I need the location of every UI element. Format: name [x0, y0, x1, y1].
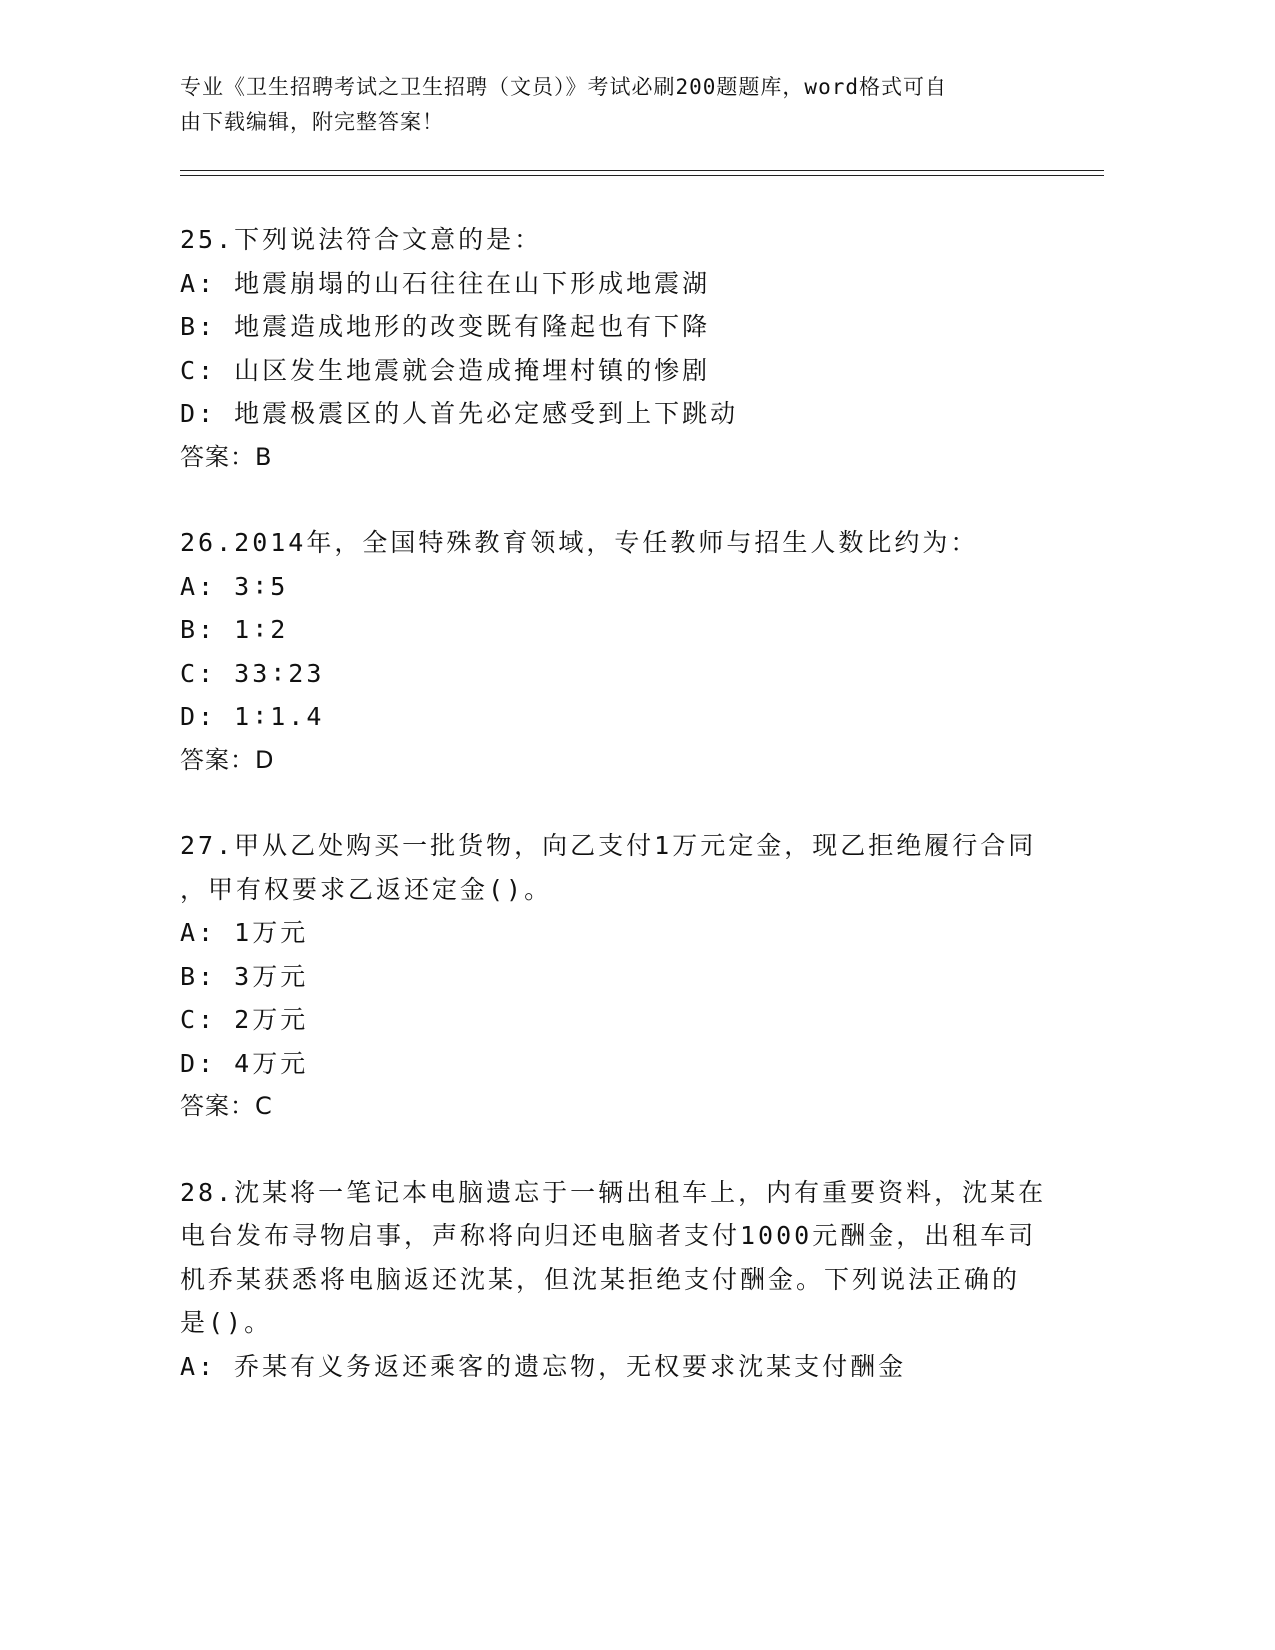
option-d: D: 1∶1.4 — [180, 702, 325, 731]
option-b: B: 3万元 — [180, 961, 309, 991]
answer-line: 答案：C — [180, 1092, 273, 1120]
question-stem-line: 25.下列说法符合文意的是： — [180, 225, 543, 254]
header-line-1: 专业《卫生招聘考试之卫生招聘（文员）》考试必刷200题题库，word格式可自 — [180, 75, 947, 99]
question-26 — [180, 521, 1040, 782]
question-28 — [180, 1171, 1047, 1389]
header-divider-bottom — [180, 175, 1104, 176]
question-stem — [180, 1171, 1047, 1345]
option-d: D: 4万元 — [180, 1048, 309, 1078]
question-stem-line: 电台发布寻物启事，声称将向归还电脑者支付1000元酬金，出租车司 — [180, 1221, 1037, 1250]
option-c: C: 2万元 — [180, 1005, 309, 1034]
question-stem-line: 27.甲从乙处购买一批货物，向乙支付1万元定金，现乙拒绝履行合同 — [180, 831, 1037, 860]
question-stem-line: 26.2014年，全国特殊教育领域，专任教师与招生人数比约为： — [180, 528, 979, 557]
question-stem-line: ，甲有权要求乙返还定金()。 — [180, 874, 553, 904]
option-d: D: 地震极震区的人首先必定感受到上下跳动 — [180, 399, 739, 428]
answer-line: 答案：B — [180, 442, 273, 471]
question-stem-line: 是()。 — [180, 1308, 273, 1337]
question-stem — [180, 521, 1040, 565]
option-a: A: 乔某有义务返还乘客的遗忘物，无权要求沈某支付酬金 — [180, 1351, 907, 1381]
header-divider-top — [180, 170, 1104, 171]
option-a: A: 地震崩塌的山石往往在山下形成地震湖 — [180, 268, 711, 298]
option-a: A: 1万元 — [180, 918, 309, 947]
option-c: C: 33∶23 — [180, 658, 325, 688]
question-list — [180, 218, 1047, 1430]
document-header — [180, 70, 1080, 140]
question-stem — [180, 218, 1040, 262]
question-stem-line: 机乔某获悉将电脑返还沈某，但沈某拒绝支付酬金。下列说法正确的 — [180, 1264, 1021, 1294]
option-b: B: 1∶2 — [180, 615, 289, 644]
question-stem — [180, 824, 1040, 911]
header-line-2: 由下载编辑，附完整答案！ — [180, 110, 444, 134]
question-stem-line: 28.沈某将一笔记本电脑遗忘于一辆出租车上，内有重要资料，沈某在 — [180, 1177, 1047, 1207]
question-27 — [180, 824, 1040, 1129]
question-25 — [180, 218, 1040, 479]
option-a: A: 3∶5 — [180, 571, 289, 601]
option-c: C: 山区发生地震就会造成掩埋村镇的惨剧 — [180, 355, 711, 385]
option-b: B: 地震造成地形的改变既有隆起也有下降 — [180, 312, 711, 341]
answer-line: 答案：D — [180, 745, 275, 774]
